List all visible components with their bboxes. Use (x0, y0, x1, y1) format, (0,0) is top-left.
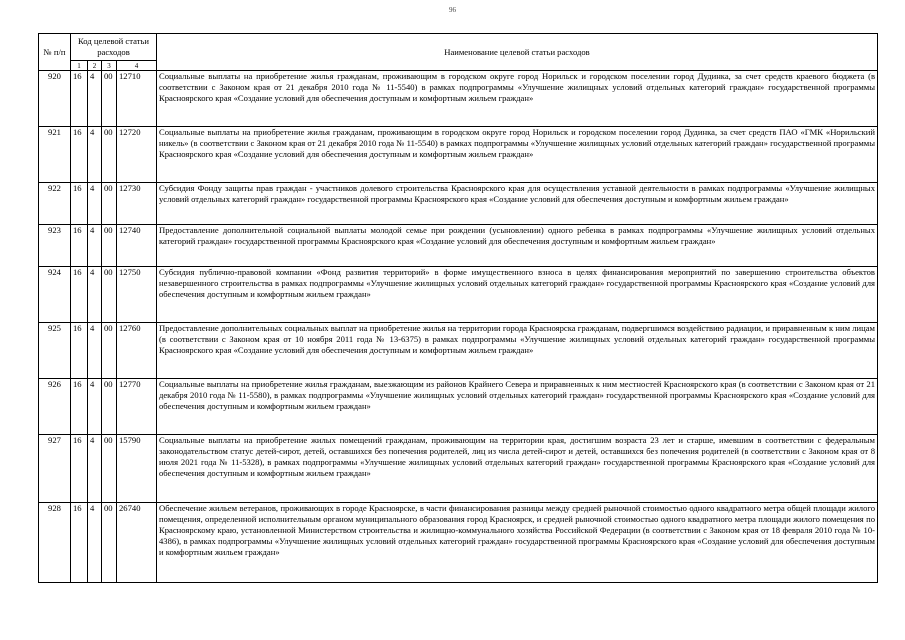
item-name: Социальные выплаты на приобретение жилья гражданам, проживающим в городском округе город Норильск и городском поселении город Дудинка, за счет средств ПАО «ГМК «Норильский никель» (в соответствии с Законом края от 21 декабря 2010 года № 11-5540) в рамках подпрограммы «Улучшение жилищных условий отдельных категорий граждан» государственной программы Красноярского края «Создание условий для обеспечения доступным и комфортным жильем граждан» (157, 127, 878, 183)
code-part-4: 12730 (117, 183, 157, 225)
row-number: 923 (39, 225, 71, 267)
table-row (39, 127, 878, 183)
table-row (39, 225, 878, 267)
code-part-1: 16 (71, 267, 88, 323)
table-row (39, 379, 878, 435)
row-number: 924 (39, 267, 71, 323)
row-number: 927 (39, 435, 71, 503)
code-part-3: 00 (102, 225, 117, 267)
code-part-1: 16 (71, 183, 88, 225)
code-part-1: 16 (71, 323, 88, 379)
code-part-3: 00 (102, 127, 117, 183)
row-number: 921 (39, 127, 71, 183)
code-part-3: 00 (102, 503, 117, 583)
item-name: Социальные выплаты на приобретение жилья гражданам, проживающим в городском округе город Норильск и городском поселении город Дудинка, за счет средств краевого бюджета (в соответствии с Законом края от 21 декабря 2010 года № 11-5540) в рамках подпрограммы «Улучшение жилищных условий отдельных категорий граждан» государственной программы Красноярского края «Создание условий для обеспечения доступным и комфортным жильем граждан» (157, 71, 878, 127)
code-part-4: 12760 (117, 323, 157, 379)
code-part-4: 15790 (117, 435, 157, 503)
table-row (39, 267, 878, 323)
code-part-2: 4 (88, 435, 102, 503)
code-part-3: 00 (102, 435, 117, 503)
header-name: Наименование целевой статьи расходов (157, 34, 878, 71)
code-part-3: 00 (102, 71, 117, 127)
column-number: 1 (71, 61, 88, 71)
code-part-4: 12710 (117, 71, 157, 127)
code-part-4: 12750 (117, 267, 157, 323)
code-part-2: 4 (88, 379, 102, 435)
item-name: Обеспечение жильем ветеранов, проживающих в городе Красноярске, в части финансирования разницы между средней рыночной стоимостью одного квадратного метра общей площади жилого помещения, определенной исполнительным органом муниципального образования город Красноярск, и средней рыночной стоимостью одного квадратного метра площади жилого помещения по Красноярскому краю, установленной Министерством строительства и жилищно-коммунального хозяйства Российской Федерации (в соответствии с Законом края от 18 февраля 2010 года № 10-4386), в рамках подпрограммы «Улучшение жилищных условий отдельных категорий граждан» государственной программы Красноярского края «Создание условий для обеспечения доступным и комфортным жильем граждан» (157, 503, 878, 583)
item-name: Социальные выплаты на приобретение жилья гражданам, выезжающим из районов Крайнего Севера и приравненных к ним местностей Красноярского края (в соответствии с Законом края от 21 декабря 2010 года № 11-5580), в рамках подпрограммы «Улучшение жилищных условий отдельных категорий граждан» государственной программы Красноярского края «Создание условий для обеспечения доступным и комфортным жильем граждан» (157, 379, 878, 435)
item-name: Субсидия Фонду защиты прав граждан - участников долевого строительства Красноярского края для осуществления уставной деятельности в рамках подпрограммы «Улучшение жилищных условий отдельных категорий граждан» государственной программы Красноярского края «Создание условий для обеспечения доступным и комфортным жильем граждан» (157, 183, 878, 225)
code-part-1: 16 (71, 435, 88, 503)
code-part-3: 00 (102, 379, 117, 435)
code-part-1: 16 (71, 127, 88, 183)
code-part-4: 26740 (117, 503, 157, 583)
item-name: Предоставление дополнительной социальной выплаты молодой семье при рождении (усыновлении) одного ребенка в рамках подпрограммы «Улучшение жилищных условий отдельных категорий граждан» государственной программы Красноярского края «Создание условий для обеспечения доступным и комфортным жильем граждан» (157, 225, 878, 267)
code-part-2: 4 (88, 503, 102, 583)
header-code: Код целевой статьи расходов (71, 34, 157, 61)
page-number: 96 (449, 6, 456, 14)
row-number: 928 (39, 503, 71, 583)
table-row (39, 503, 878, 583)
code-part-1: 16 (71, 71, 88, 127)
item-name: Социальные выплаты на приобретение жилых помещений гражданам, проживающим на территории края, достигшим возраста 23 лет и старше, имевшим в соответствии с федеральным законодательством статус детей-сирот, детей, оставшихся без попечения родителей, лиц из числа детей-сирот и детей, оставшихся без попечения родителей (в соответствии с Законом края от 8 июля 2021 года № 11-5328), в рамках подпрограммы «Улучшение жилищных условий отдельных категорий граждан» государственной программы Красноярского края «Создание условий для обеспечения доступным и комфортным жильем граждан» (157, 435, 878, 503)
table-row (39, 71, 878, 127)
header-row (39, 34, 878, 61)
item-name: Предоставление дополнительных социальных выплат на приобретение жилья на территории города Красноярска гражданам, подвергшимся воздействию радиации, и приравненным к ним лицам (в соответствии с Законом края от 10 ноября 2011 года № 13-6375) в рамках подпрограммы «Улучшение жилищных условий отдельных категорий граждан» государственной программы Красноярского края «Создание условий для обеспечения доступным и комфортным жильем граждан» (157, 323, 878, 379)
code-part-1: 16 (71, 503, 88, 583)
code-part-2: 4 (88, 267, 102, 323)
code-part-3: 00 (102, 183, 117, 225)
table-row (39, 183, 878, 225)
code-part-2: 4 (88, 71, 102, 127)
code-part-2: 4 (88, 183, 102, 225)
row-number: 926 (39, 379, 71, 435)
code-part-1: 16 (71, 225, 88, 267)
table-row (39, 323, 878, 379)
code-part-2: 4 (88, 323, 102, 379)
row-number: 922 (39, 183, 71, 225)
code-part-4: 12770 (117, 379, 157, 435)
column-number: 3 (102, 61, 117, 71)
code-part-3: 00 (102, 267, 117, 323)
code-part-4: 12720 (117, 127, 157, 183)
code-part-2: 4 (88, 127, 102, 183)
column-number: 2 (88, 61, 102, 71)
code-part-4: 12740 (117, 225, 157, 267)
table-row (39, 435, 878, 503)
header-num: № п/п (39, 34, 71, 71)
code-part-2: 4 (88, 225, 102, 267)
row-number: 920 (39, 71, 71, 127)
code-part-1: 16 (71, 379, 88, 435)
column-number: 4 (117, 61, 157, 71)
item-name: Субсидия публично-правовой компании «Фонд развития территорий» в форме имущественного взноса в целях финансирования мероприятий по завершению строительства объектов незавершенного строительства в рамках подпрограммы «Улучшение жилищных условий отдельных категорий граждан» государственной программы Красноярского края «Создание условий для обеспечения доступным и комфортным жильем граждан» (157, 267, 878, 323)
row-number: 925 (39, 323, 71, 379)
code-part-3: 00 (102, 323, 117, 379)
target-items-table (38, 33, 878, 583)
